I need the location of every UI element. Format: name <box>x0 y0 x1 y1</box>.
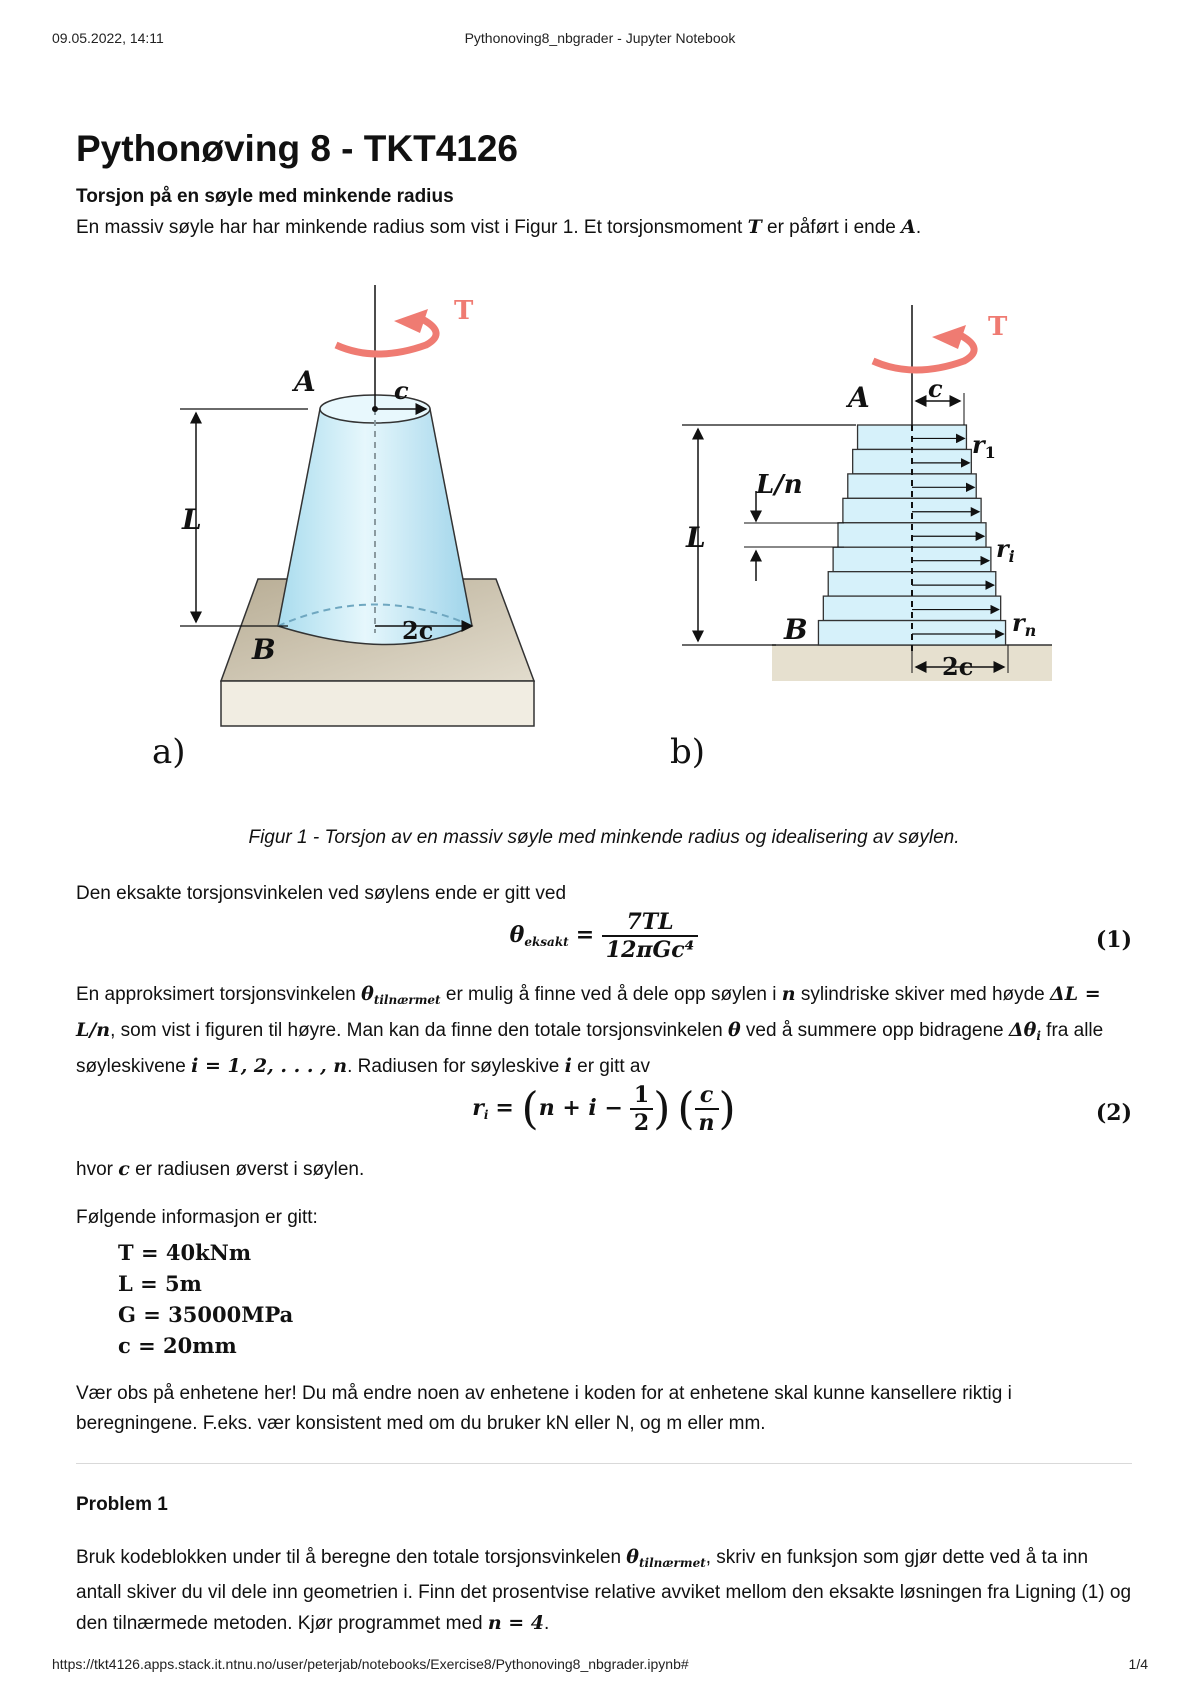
figure-1 <box>76 261 1132 821</box>
section-divider <box>76 1463 1132 1464</box>
torque-label-b: T <box>988 312 1008 342</box>
section-subtitle: Torsjon på en søyle med minkende radius <box>76 186 454 207</box>
A-label-a: A <box>294 365 316 398</box>
torque-arrowhead-b <box>932 325 966 349</box>
where-c-text: hvor c er radiusen øverst i søylen. <box>76 1158 365 1180</box>
exact-angle-text: Den eksakte torsjonsvinkelen ved søylens ende er gitt ved <box>76 883 567 904</box>
figure-a <box>152 285 534 772</box>
print-page-number: 1/4 <box>1128 1656 1148 1672</box>
given-values <box>76 1237 1132 1361</box>
given-c: c = 20mm <box>118 1333 237 1358</box>
L-label-b: L <box>686 521 706 554</box>
approx-paragraph: En approksimert torsjonsvinkelen $\theta_{tilnærmet}$ er mulig å finne ved å dele opp søylen i n sylindriske skiver med høyde ΔL = L/n, som vist i figuren til høyre. Man kan da finne den totale torsjonsvinkelen θ ved å summere opp bidragene $\Delta\theta_i$ fra alle søyleskivene i = 1, 2, . . . , n. Radiusen for søyleskive i er gitt av <box>76 983 1104 1077</box>
Ln-label: L/n <box>756 470 803 500</box>
intro-paragraph: En massiv søyle har har minkende radius som vist i Figur 1. Et torsjonsmoment T er påført i ende A. <box>76 216 922 238</box>
2c-label-a: 2c <box>402 616 434 645</box>
subfigure-label-a: a) <box>152 732 186 772</box>
problem-title: Problem 1 <box>76 1494 168 1515</box>
given-G: G = 35000MPa <box>118 1302 294 1327</box>
print-url: https://tkt4126.apps.stack.it.ntnu.no/user/peterjab/notebooks/Exercise8/Pythonoving8_nbgrader.ipynb# <box>52 1656 689 1672</box>
L-label-a: L <box>182 503 202 536</box>
equation-2-number: (2) <box>1095 1100 1132 1126</box>
B-label-a: B <box>252 633 276 666</box>
figure-caption: Figur 1 - Torsjon av en massiv søyle med minkende radius og idealisering av søylen. <box>248 827 960 848</box>
figure-b <box>670 305 1052 772</box>
equation-1-number: (1) <box>1095 927 1132 953</box>
given-intro: Følgende informasjon er gitt: <box>76 1207 318 1228</box>
equation-2: ri = (n + i − $\frac{1}{2}$ ) ( $\frac{c}{n}$ ) (2) <box>472 1082 1132 1136</box>
column-disc <box>843 498 981 522</box>
B-label-b: B <box>784 613 808 646</box>
notebook-content <box>76 120 1132 1657</box>
given-L: L = 5m <box>118 1271 202 1296</box>
subfigure-label-b: b) <box>670 732 706 772</box>
print-page-title: Pythonoving8_nbgrader - Jupyter Notebook <box>464 30 736 46</box>
ri-label: $r_i$ <box>996 534 1015 566</box>
r1-label: $r_1$ <box>972 430 996 462</box>
2c-label-b: 2c <box>942 652 974 681</box>
c-label-a: c <box>394 376 409 405</box>
page-title: Pythonøving 8 - TKT4126 <box>76 128 519 169</box>
rn-label: $r_n$ <box>1012 608 1037 640</box>
torque-arrowhead-a <box>394 309 428 333</box>
torque-label-a: T <box>454 296 474 326</box>
A-label-b: A <box>848 381 870 414</box>
print-datetime: 09.05.2022, 14:11 <box>52 30 164 46</box>
units-note: Vær obs på enhetene her! Du må endre noen av enhetene i koden for at enhetene skal kunne kansellere riktig i beregningene. F.eks. vær konsistent med om du bruker kN eller N, og m eller mm. <box>76 1383 1012 1434</box>
equation-1: θeksakt = $\frac{7TL}{\text{12πGc⁴}}$ (1) <box>509 909 1132 963</box>
base-front <box>221 681 534 726</box>
torsion-figure <box>76 261 1132 821</box>
c-label-b: c <box>928 374 943 403</box>
given-T: T = 40kNm <box>118 1240 252 1265</box>
problem-text: Bruk kodeblokken under til å beregne den totale torsjonsvinkelen $\theta_{tilnærmet}$, skriv en funksjon som gjør dette ved å ta inn antall skiver du vil dele inn geometrien i. Finn det prosentvise relative avviket mellom den eksakte løsningen fra Ligning (1) og den tilnærmede metoden. Kjør programmet med n = 4. <box>76 1546 1132 1634</box>
